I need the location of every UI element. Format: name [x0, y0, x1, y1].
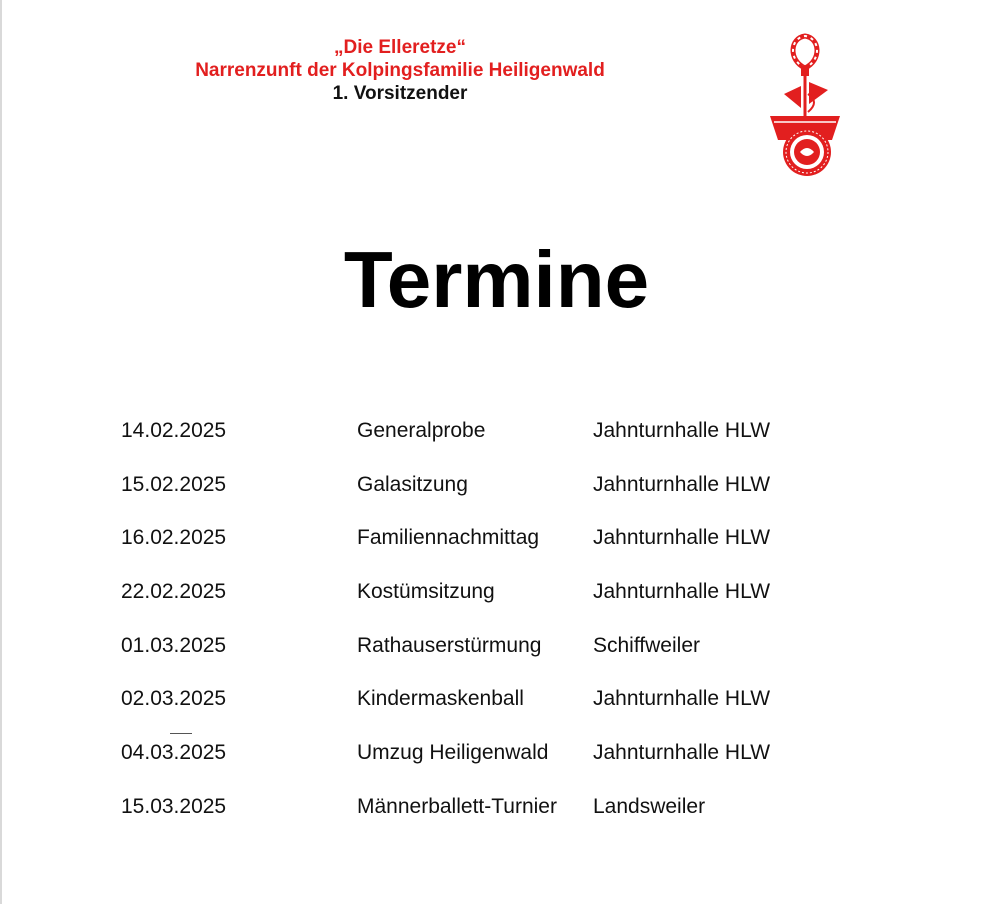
event-date: 14.02.2025 — [121, 419, 227, 442]
event-row — [121, 519, 841, 573]
club-name: „Die Elleretze“ — [334, 37, 466, 58]
event-date: 01.03.2025 — [121, 633, 227, 657]
organization-name: Narrenzunft der Kolpingsfamilie Heiligenwald — [195, 60, 605, 81]
letterhead — [140, 36, 660, 105]
event-row — [121, 680, 841, 734]
event-name: Galasitzung — [357, 472, 468, 496]
event-row — [121, 734, 841, 788]
event-location: Jahnturnhalle HLW — [593, 472, 771, 496]
event-name: Generalprobe — [357, 419, 486, 442]
event-row — [121, 412, 841, 466]
event-name: Männerballett-Turnier — [357, 794, 557, 818]
event-date: 15.03.2025 — [121, 794, 227, 818]
event-name: Kostümsitzung — [357, 580, 495, 604]
author-role: 1. Vorsitzender — [332, 83, 468, 104]
event-location: Jahnturnhalle HLW — [593, 741, 771, 765]
event-row — [121, 573, 841, 627]
event-row — [121, 788, 841, 842]
event-date: 04.03.2025 — [121, 741, 227, 765]
event-list — [121, 412, 841, 842]
event-location: Jahnturnhalle HLW — [593, 580, 771, 604]
event-date: 02.03.2025 — [121, 687, 227, 711]
stray-mark-divider — [170, 733, 192, 734]
event-row — [121, 466, 841, 520]
event-date: 16.02.2025 — [121, 526, 227, 550]
event-location: Jahnturnhalle HLW — [593, 687, 771, 711]
ship-medal-icon — [762, 32, 848, 182]
event-row — [121, 627, 841, 681]
page-edge-rule — [0, 0, 2, 904]
event-name: Umzug Heiligenwald — [357, 741, 549, 765]
event-location: Schiffweiler — [593, 633, 700, 657]
event-date: 22.02.2025 — [121, 580, 227, 604]
event-name: Rathauserstürmung — [357, 633, 542, 657]
event-location: Jahnturnhalle HLW — [593, 526, 771, 550]
event-name: Kindermaskenball — [357, 687, 524, 711]
event-name: Familiennachmittag — [357, 526, 540, 550]
event-location: Jahnturnhalle HLW — [593, 419, 771, 442]
event-location: Landsweiler — [593, 794, 706, 818]
event-date: 15.02.2025 — [121, 472, 227, 496]
page-title: Termine — [343, 235, 650, 324]
